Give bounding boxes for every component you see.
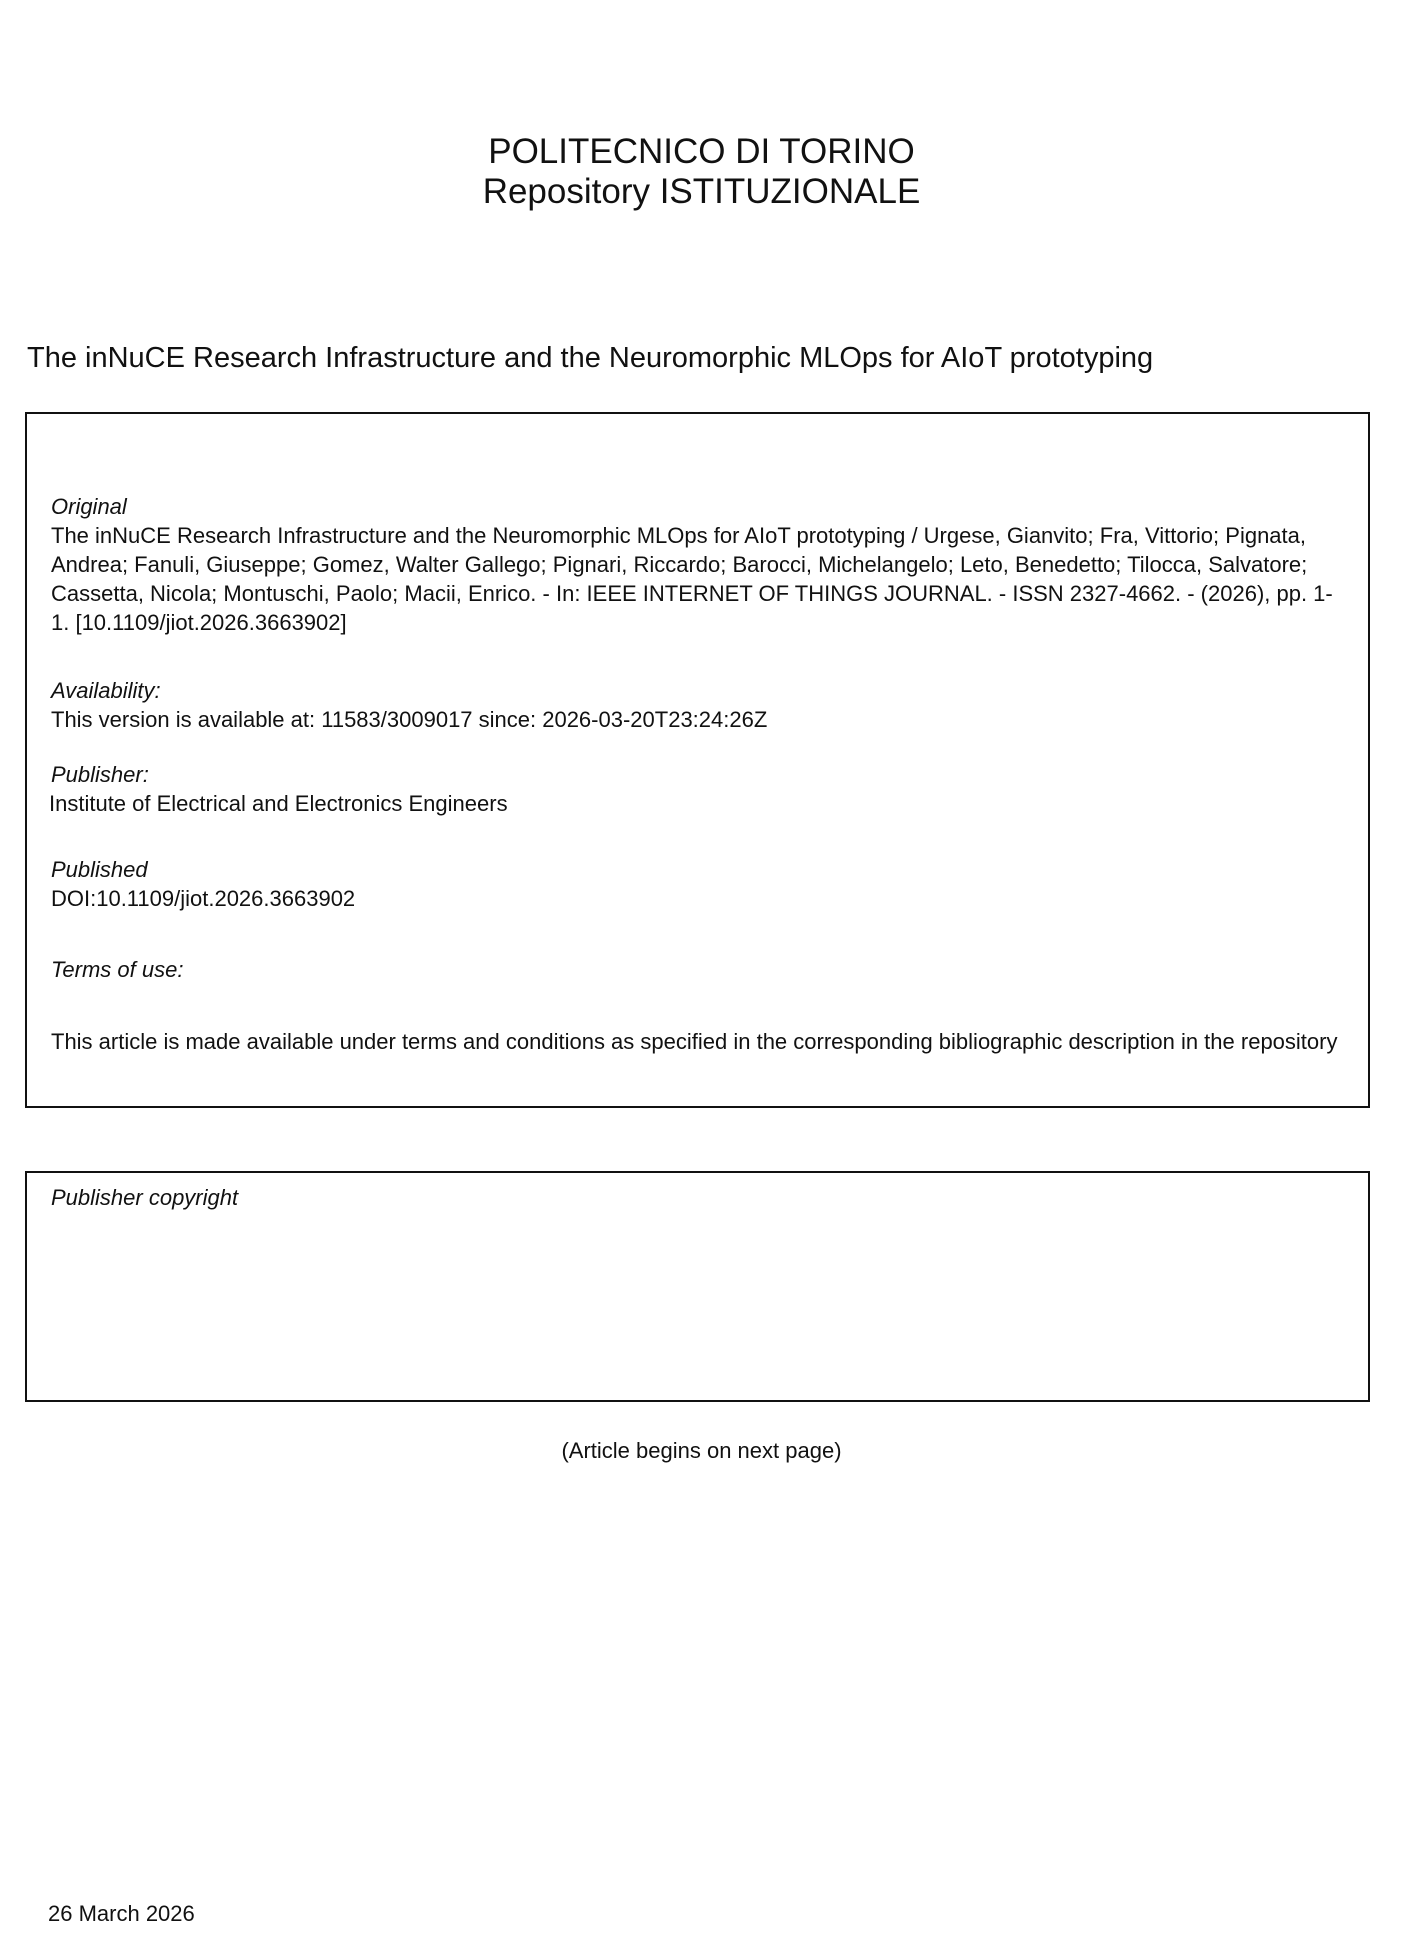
- document-title: The inNuCE Research Infrastructure and the Neuromorphic MLOps for AIoT prototyping: [27, 342, 1154, 374]
- availability-text: This version is available at: 11583/3009017 since: 2026-03-20T23:24:26Z: [51, 707, 768, 732]
- publisher-label: Publisher:: [51, 762, 149, 787]
- publisher-text: Institute of Electrical and Electronics Engineers: [49, 791, 508, 816]
- copyright-label: Publisher copyright: [51, 1185, 239, 1210]
- original-section: [51, 492, 1344, 637]
- availability-label: Availability:: [51, 678, 161, 703]
- published-section: [51, 855, 1344, 913]
- published-label: Published: [51, 857, 148, 882]
- original-citation: The inNuCE Research Infrastructure and the Neuromorphic MLOps for AIoT prototyping / Urgese, Gianvito; Fra, Vittorio; Pignata, Andrea; Fanuli, Giuseppe; Gomez, Walter Gallego; Pignari, Riccardo; Barocci, Michelangelo; Leto, Benedetto; Tilocca, Salvatore; Cassetta, Nicola; Montuschi, Paolo; Macii, Enrico. - In: IEEE INTERNET OF THINGS JOURNAL. - ISSN 2327-4662. - (2026), pp. 1-1. [10.1109/jiot.2026.3663902]: [51, 523, 1333, 635]
- publisher-copyright-box: [25, 1171, 1370, 1402]
- repository-name: Repository ISTITUZIONALE: [482, 172, 921, 211]
- terms-section: [51, 955, 1344, 984]
- published-doi: DOI:10.1109/jiot.2026.3663902: [51, 886, 356, 911]
- availability-section: [51, 676, 1344, 734]
- institution-name: POLITECNICO DI TORINO: [488, 132, 915, 171]
- original-label: Original: [51, 494, 127, 519]
- terms-text: This article is made available under terms and conditions as specified in the corresponding bibliographic description in the repository: [51, 1029, 1338, 1054]
- copyright-section: [51, 1183, 1344, 1212]
- record-info-box: [25, 412, 1370, 1108]
- repository-header: [0, 132, 1403, 212]
- publisher-section: [51, 760, 1344, 818]
- terms-label: Terms of use:: [51, 957, 184, 982]
- terms-text-section: [51, 1027, 1344, 1056]
- article-continues-note: (Article begins on next page): [561, 1438, 842, 1463]
- footer-date: 26 March 2026: [48, 1901, 195, 1926]
